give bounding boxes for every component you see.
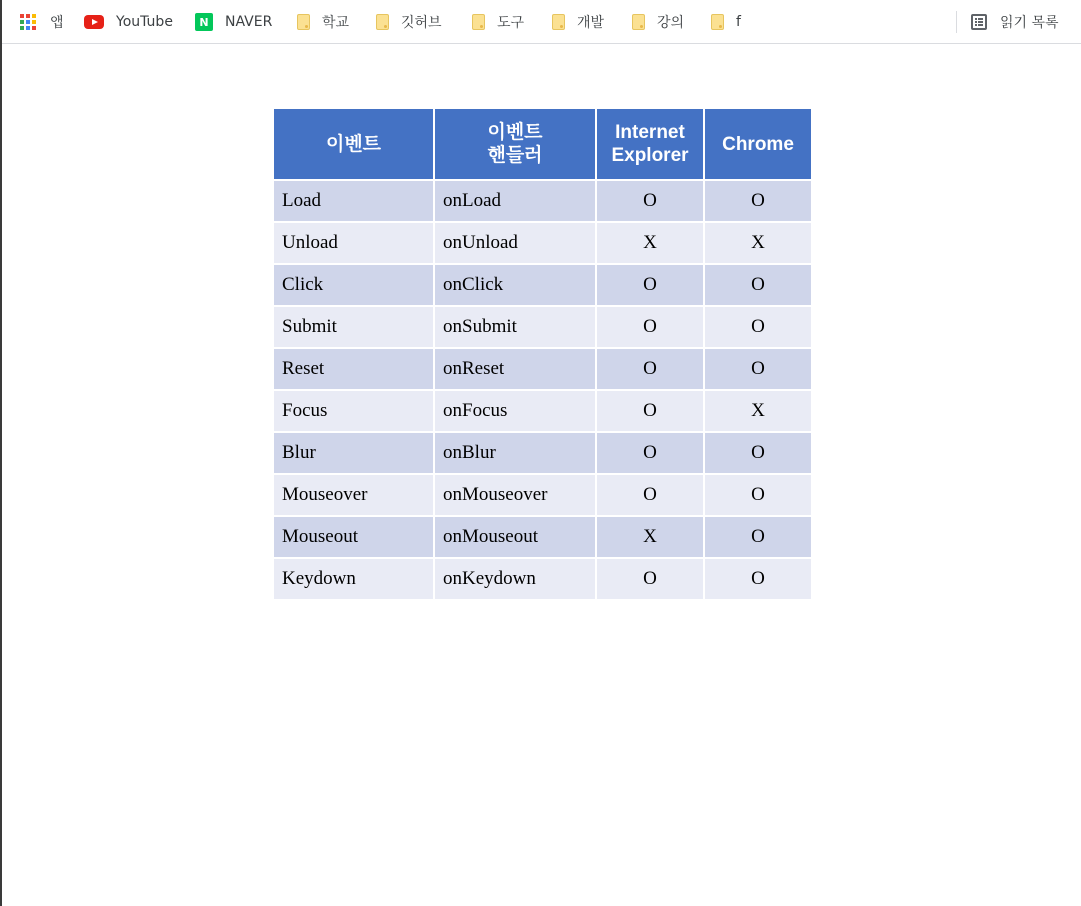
- ie-support-cell: O: [597, 181, 703, 221]
- event-cell: Mouseout: [274, 517, 433, 557]
- table-row: [274, 307, 811, 347]
- table-header-row: [274, 109, 811, 179]
- bookmark-label: YouTube: [116, 14, 173, 30]
- apps-grid-icon: [20, 14, 36, 30]
- bookmark-label: f: [736, 14, 741, 30]
- bookmark-apps[interactable]: [20, 0, 64, 44]
- bookmark-label: 앱: [50, 15, 64, 31]
- chrome-support-cell: O: [705, 475, 811, 515]
- event-cell: Focus: [274, 391, 433, 431]
- ie-support-cell: O: [597, 307, 703, 347]
- ie-support-cell: O: [597, 559, 703, 599]
- bookmark-label: 강의: [657, 15, 685, 31]
- ie-support-cell: O: [597, 433, 703, 473]
- reading-list-icon: [971, 14, 987, 30]
- folder-icon: [632, 14, 645, 30]
- event-support-table: [272, 107, 813, 601]
- table-row: [274, 349, 811, 389]
- bookmark-label: NAVER: [225, 14, 273, 30]
- bookmark-label: 개발: [577, 15, 605, 31]
- bookmark-folder-dev[interactable]: [552, 0, 604, 44]
- table-row: [274, 433, 811, 473]
- bookmark-label: 학교: [322, 15, 350, 31]
- bookmark-folder-lectures[interactable]: [632, 0, 684, 44]
- bookmarks-divider: [956, 11, 957, 33]
- event-cell: Keydown: [274, 559, 433, 599]
- handler-cell: onUnload: [435, 223, 595, 263]
- window-left-edge: [0, 0, 2, 906]
- handler-cell: onFocus: [435, 391, 595, 431]
- folder-icon: [711, 14, 724, 30]
- chrome-support-cell: O: [705, 517, 811, 557]
- bookmark-label: 깃허브: [401, 15, 442, 31]
- event-cell: Load: [274, 181, 433, 221]
- bookmark-youtube[interactable]: [84, 0, 173, 44]
- folder-icon: [297, 14, 310, 30]
- bookmarks-bar: [2, 0, 1081, 44]
- chrome-support-cell: O: [705, 349, 811, 389]
- table-row: [274, 391, 811, 431]
- bookmark-label: 도구: [497, 15, 525, 31]
- event-cell: Unload: [274, 223, 433, 263]
- naver-icon: N: [195, 13, 213, 31]
- folder-icon: [552, 14, 565, 30]
- chrome-support-cell: O: [705, 265, 811, 305]
- chrome-support-cell: O: [705, 559, 811, 599]
- ie-support-cell: X: [597, 517, 703, 557]
- header-internet-explorer: Internet Explorer: [597, 109, 703, 179]
- bookmark-folder-tools[interactable]: [472, 0, 524, 44]
- handler-cell: onBlur: [435, 433, 595, 473]
- event-cell: Blur: [274, 433, 433, 473]
- chrome-support-cell: O: [705, 181, 811, 221]
- ie-support-cell: X: [597, 223, 703, 263]
- table-row: [274, 475, 811, 515]
- reading-list-label: 읽기 목록: [1000, 15, 1059, 31]
- ie-support-cell: O: [597, 265, 703, 305]
- reading-list-button[interactable]: [971, 0, 1059, 44]
- chrome-support-cell: O: [705, 307, 811, 347]
- chrome-support-cell: X: [705, 223, 811, 263]
- header-chrome: Chrome: [705, 109, 811, 179]
- handler-cell: onSubmit: [435, 307, 595, 347]
- chrome-support-cell: X: [705, 391, 811, 431]
- header-event-handler: 이벤트 핸들러: [435, 109, 595, 179]
- folder-icon: [376, 14, 389, 30]
- event-cell: Submit: [274, 307, 433, 347]
- table-row: [274, 265, 811, 305]
- youtube-icon: [84, 15, 104, 29]
- event-cell: Click: [274, 265, 433, 305]
- handler-cell: onLoad: [435, 181, 595, 221]
- bookmark-folder-school[interactable]: [297, 0, 349, 44]
- table-row: [274, 559, 811, 599]
- table-row: [274, 181, 811, 221]
- table-row: [274, 223, 811, 263]
- handler-cell: onKeydown: [435, 559, 595, 599]
- ie-support-cell: O: [597, 475, 703, 515]
- ie-support-cell: O: [597, 349, 703, 389]
- chrome-support-cell: O: [705, 433, 811, 473]
- handler-cell: onMouseover: [435, 475, 595, 515]
- handler-cell: onMouseout: [435, 517, 595, 557]
- table-row: [274, 517, 811, 557]
- bookmark-folder-github[interactable]: [376, 0, 442, 44]
- bookmark-naver[interactable]: [195, 0, 272, 44]
- bookmark-folder-f[interactable]: [711, 0, 741, 44]
- event-cell: Mouseover: [274, 475, 433, 515]
- ie-support-cell: O: [597, 391, 703, 431]
- header-event: 이벤트: [274, 109, 433, 179]
- handler-cell: onReset: [435, 349, 595, 389]
- handler-cell: onClick: [435, 265, 595, 305]
- event-cell: Reset: [274, 349, 433, 389]
- folder-icon: [472, 14, 485, 30]
